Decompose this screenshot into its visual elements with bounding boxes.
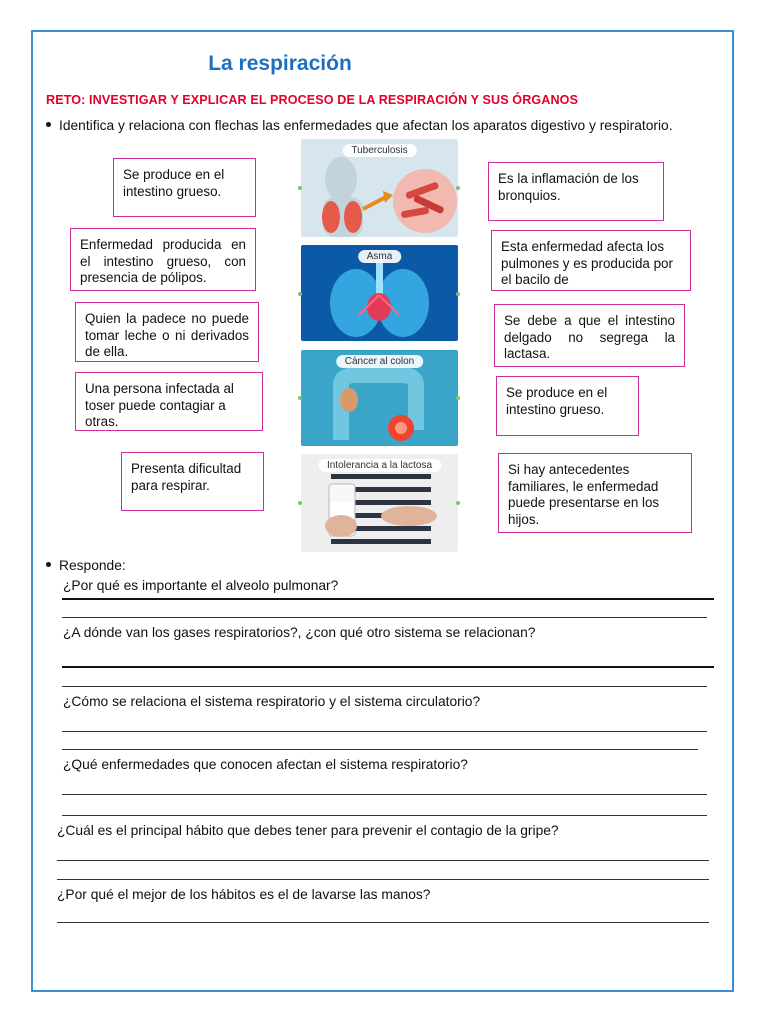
question-1: ¿Por qué es importante el alveolo pulmonar? — [63, 578, 339, 593]
answer-line[interactable] — [62, 666, 714, 668]
asma-image[interactable] — [301, 245, 458, 341]
challenge-heading: RETO: INVESTIGAR Y EXPLICAR EL PROCESO DE LA RESPIRACIÓN Y SUS ÓRGANOS — [46, 93, 579, 107]
connector-dot[interactable] — [456, 501, 460, 505]
answer-line[interactable] — [62, 617, 707, 618]
instruction-text: Identifica y relaciona con flechas las enfermedades que afectan los aparatos digestivo y respiratorio. — [59, 118, 673, 133]
left-box-5[interactable]: Presenta dificultad para respirar. — [121, 452, 264, 511]
connector-dot[interactable] — [456, 186, 460, 190]
connector-dot[interactable] — [456, 396, 460, 400]
bullet-icon — [46, 122, 51, 127]
answer-line[interactable] — [62, 731, 707, 732]
answer-line[interactable] — [62, 598, 714, 600]
left-box-1[interactable]: Se produce en el intestino grueso. — [113, 158, 256, 217]
image-label: Asma — [358, 250, 402, 263]
image-label: Intolerancia a la lactosa — [318, 459, 441, 472]
question-5: ¿Cuál es el principal hábito que debes tener para prevenir el contagio de la gripe? — [57, 823, 559, 838]
answer-line[interactable] — [62, 686, 707, 687]
answer-line[interactable] — [57, 879, 709, 880]
question-2: ¿A dónde van los gases respiratorios?, ¿con qué otro sistema se relacionan? — [63, 625, 536, 640]
answer-line[interactable] — [62, 749, 698, 750]
connector-dot[interactable] — [298, 186, 302, 190]
connector-dot[interactable] — [298, 501, 302, 505]
left-box-4[interactable]: Una persona infectada al toser puede contagiar a otras. — [75, 372, 263, 431]
question-3: ¿Cómo se relaciona el sistema respiratorio y el sistema circulatorio? — [63, 694, 481, 709]
left-box-2[interactable]: Enfermedad producida en el intestino grueso, con presencia de pólipos. — [70, 228, 256, 291]
question-4: ¿Qué enfermedades que conocen afectan el sistema respiratorio? — [63, 757, 468, 772]
question-6: ¿Por qué el mejor de los hábitos es el de lavarse las manos? — [57, 887, 431, 902]
left-box-3[interactable]: Quien la padece no puede tomar leche o ni derivados de ella. — [75, 302, 259, 362]
tuberculosis-image[interactable] — [301, 139, 458, 237]
instruction-bullet — [46, 118, 673, 133]
right-box-5[interactable]: Si hay antecedentes familiares, le enfermedad puede presentarse en los hijos. — [498, 453, 692, 533]
right-box-1[interactable]: Es la inflamación de los bronquios. — [488, 162, 664, 221]
responde-label: Responde: — [59, 558, 126, 573]
right-box-2[interactable]: Esta enfermedad afecta los pulmones y es producida por el bacilo de — [491, 230, 691, 291]
connector-dot[interactable] — [298, 292, 302, 296]
image-label: Tuberculosis — [342, 144, 416, 157]
lactose-intolerance-image[interactable] — [301, 454, 458, 552]
answer-line[interactable] — [57, 860, 709, 861]
connector-dot[interactable] — [298, 396, 302, 400]
answer-line[interactable] — [62, 815, 707, 816]
right-box-3[interactable]: Se debe a que el intestino delgado no segrega la lactasa. — [494, 304, 685, 367]
image-label: Cáncer al colon — [336, 355, 423, 368]
bullet-icon — [46, 562, 51, 567]
right-box-4[interactable]: Se produce en el intestino grueso. — [496, 376, 639, 436]
cancer-colon-image[interactable] — [301, 350, 458, 446]
answer-line[interactable] — [62, 794, 707, 795]
responde-bullet — [46, 558, 126, 573]
connector-dot[interactable] — [456, 292, 460, 296]
page-title: La respiración — [208, 52, 352, 75]
answer-line[interactable] — [57, 922, 709, 923]
